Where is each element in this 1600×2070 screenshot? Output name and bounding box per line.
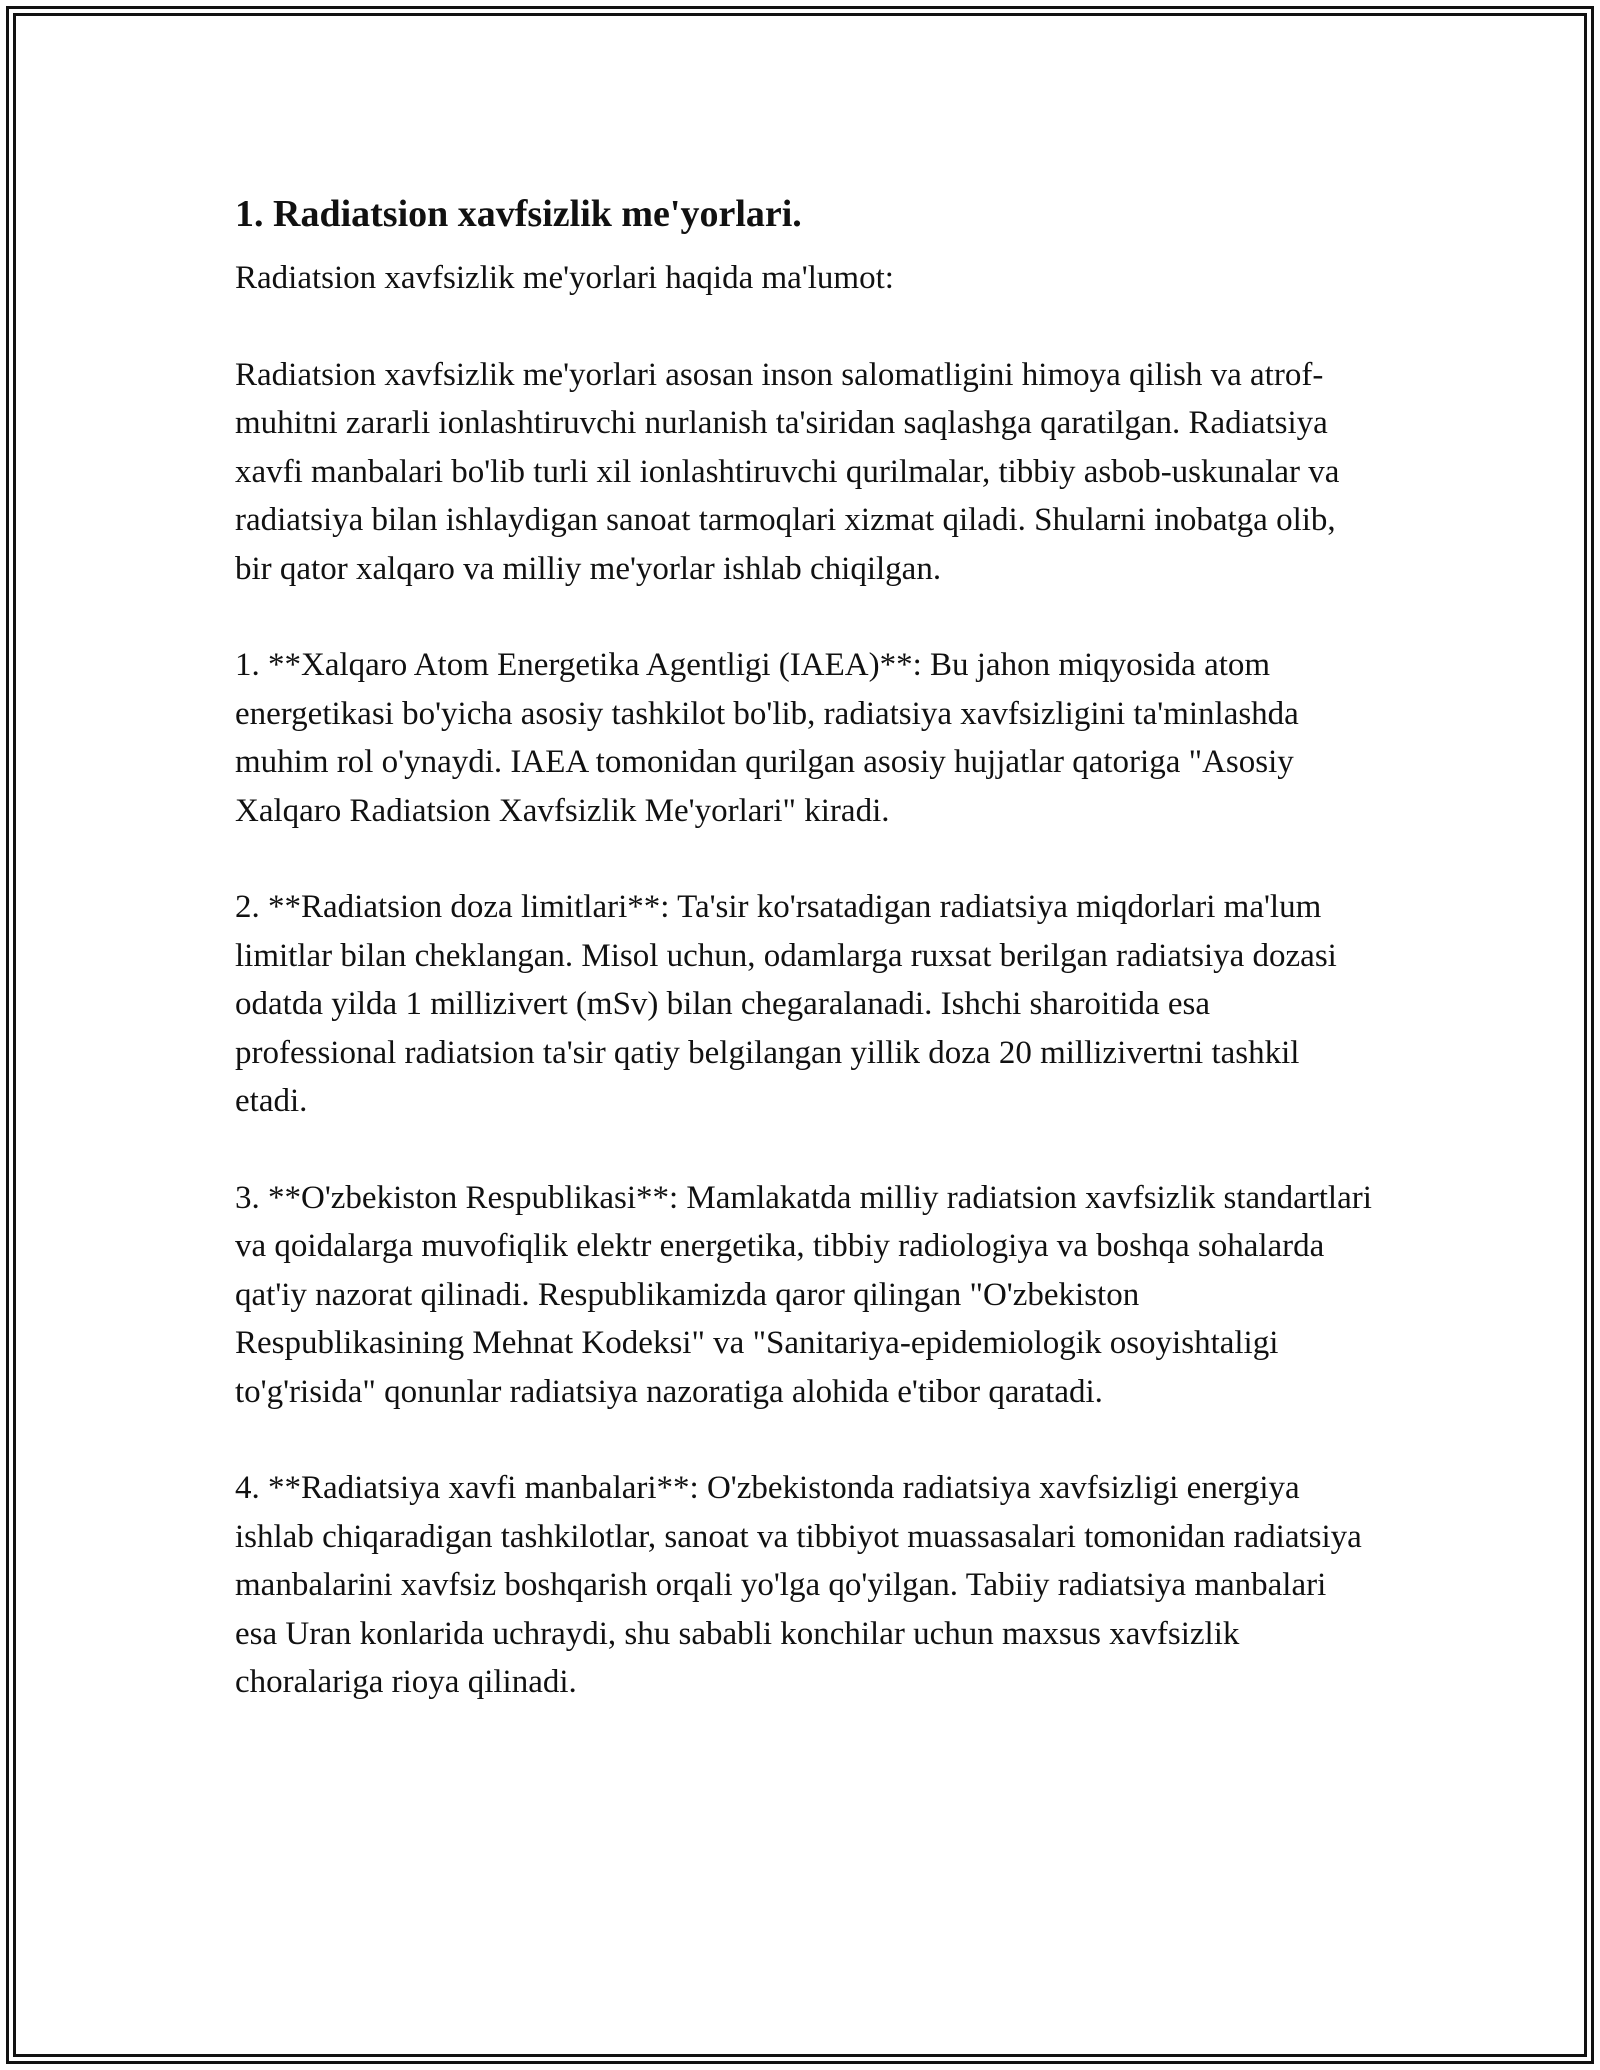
document-title: 1. Radiatsion xavfsizlik me'yorlari. (235, 193, 802, 235)
paragraph-dose-limits: 2. **Radiatsion doza limitlari**: Ta'sir ko'rsatadigan radiatsiya miqdorlari ma'lum limitlar bilan cheklangan. Misol uchun, odamlarga ruxsat berilgan radiatsiya dozasi odatda yilda 1 millizivert (mSv) bilan chegaralanadi. Ishchi sharoitida esa professional radiatsion ta'sir qatiy belgilangan yillik doza 20 millizivertni tashkil etadi. (235, 889, 1337, 1119)
paragraph-iaea: 1. **Xalqaro Atom Energetika Agentligi (IAEA)**: Bu jahon miqyosida atom energetikasi bo'yicha asosiy tashkilot bo'lib, radiatsiya xavfsizligini ta'minlashda muhim rol o'ynaydi. IAEA tomonidan qurilgan asosiy hujjatlar qatoriga "Asosiy Xalqaro Radiatsion Xavfsizlik Me'yorlari" kiradi. (235, 647, 1299, 829)
paragraph-uzbekistan: 3. **O'zbekiston Respublikasi**: Mamlakatda milliy radiatsion xavfsizlik standartlari va qoidalarga muvofiqlik elektr energetika, tibbiy radiologiya va boshqa sohalarda qat'iy nazorat qilinadi. Respublikamizda qaror qilingan "O'zbekiston Respublikasining Mehnat Kodeksi" va "Sanitariya-epidemiologik osoyishtaligi to'g'risida" qonunlar radiatsiya nazoratiga alohida e'tibor qaratadi. (235, 1179, 1372, 1410)
document-body (235, 182, 1375, 1707)
paragraph-radiation-sources: 4. **Radiatsiya xavfi manbalari**: O'zbekistonda radiatsiya xavfsizligi energiya ishlab chiqaradigan tashkilotlar, sanoat va tibbiyot muassasalari tomonidan radiatsiya manbalarini xavfsiz boshqarish orqali yo'lga qo'yilgan. Tabiiy radiatsiya manbalari esa Uran konlarida uchraydi, shu sababli konchilar uchun maxsus xavfsizlik choralariga rioya qilinadi. (235, 1470, 1362, 1700)
intro-line: Radiatsion xavfsizlik me'yorlari haqida ma'lumot: (235, 260, 894, 296)
paragraph-overview: Radiatsion xavfsizlik me'yorlari asosan inson salomatligini himoya qilish va atrof-muhitni zararli ionlashtiruvchi nurlanish ta'siridan saqlashga qaratilgan. Radiatsiya xavfi manbalari bo'lib turli xil ionlashtiruvchi qurilmalar, tibbiy asbob-uskunalar va radiatsiya bilan ishlaydigan sanoat tarmoqlari xizmat qiladi. Shularni inobatga olib, bir qator xalqaro va milliy me'yorlar ishlab chiqilgan. (235, 356, 1340, 587)
